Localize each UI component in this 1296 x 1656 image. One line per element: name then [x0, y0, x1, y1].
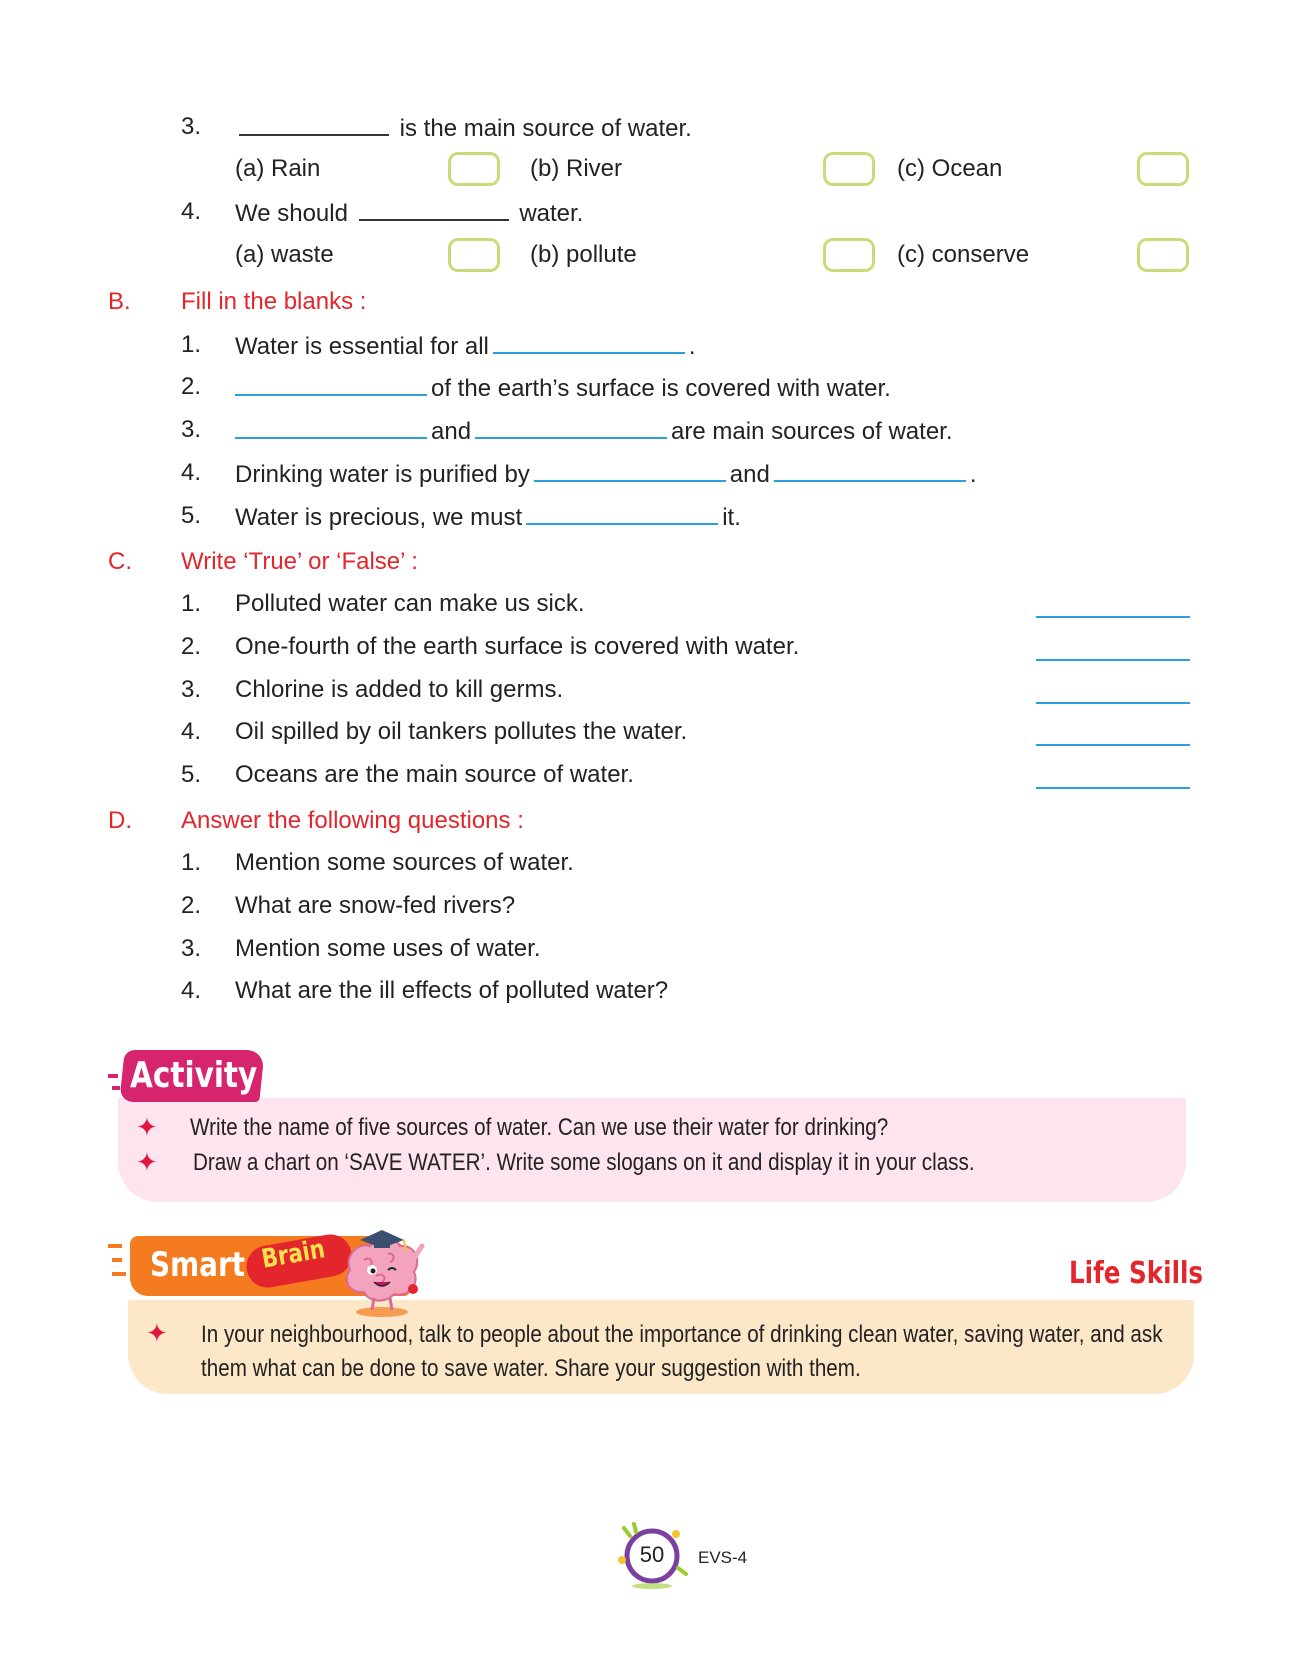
- answer-blank[interactable]: [1036, 637, 1190, 661]
- activity-dash: [108, 1074, 118, 1078]
- option-checkbox[interactable]: [1137, 152, 1189, 186]
- option-checkbox[interactable]: [448, 152, 500, 186]
- answer-blank[interactable]: [1036, 680, 1190, 704]
- item-number: 1.: [181, 849, 202, 876]
- item-number: 2.: [181, 892, 202, 919]
- item-number: 3.: [181, 113, 202, 140]
- question-text: [235, 112, 692, 144]
- item-number: 4.: [181, 459, 202, 486]
- item-number: 5.: [181, 761, 202, 788]
- answer-blank[interactable]: [1036, 765, 1190, 789]
- book-code: EVS-4: [698, 1548, 748, 1567]
- item-text: of the earth’s surface is covered with water.: [431, 375, 891, 402]
- section-letter-b: B.: [108, 288, 131, 315]
- answer-blank[interactable]: [534, 458, 726, 482]
- item-text: One-fourth of the earth surface is covered with water.: [235, 633, 800, 660]
- answer-blank[interactable]: [1036, 722, 1190, 746]
- item-text: and: [431, 418, 472, 445]
- item-text: Oceans are the main source of water.: [235, 761, 634, 788]
- option-text: (c) Ocean: [897, 155, 1003, 182]
- option-text: (c) conserve: [897, 241, 1030, 268]
- smart-heading: Smart: [150, 1245, 246, 1285]
- star-bullet-icon: ✦: [136, 1147, 158, 1177]
- item-number: 3.: [181, 676, 202, 703]
- answer-blank[interactable]: [526, 501, 718, 525]
- answer-blank[interactable]: [475, 415, 667, 439]
- smart-dash: [108, 1244, 122, 1248]
- activity-bullet: Write the name of five sources of water. Can we use their water for drinking?: [190, 1114, 889, 1141]
- item-text: Drinking water is purified by: [235, 461, 530, 488]
- page-number: 50: [639, 1542, 665, 1567]
- answer-blank[interactable]: [774, 458, 966, 482]
- option-text: (a) waste: [235, 241, 334, 268]
- section-title-d: Answer the following questions :: [181, 807, 524, 834]
- life-skills-text-line: In your neighbourhood, talk to people about the importance of drinking clean water, saving water, and ask: [201, 1321, 1163, 1348]
- option-checkbox[interactable]: [448, 238, 500, 272]
- option-checkbox[interactable]: [823, 152, 875, 186]
- item-number: 4.: [181, 198, 202, 225]
- answer-blank[interactable]: [1036, 594, 1190, 618]
- option-text: (a) Rain: [235, 155, 321, 182]
- item-text: .: [688, 333, 696, 360]
- item-text: Polluted water can make us sick.: [235, 590, 585, 617]
- brain-heading: Brain: [259, 1234, 328, 1275]
- answer-blank[interactable]: [493, 330, 685, 354]
- star-bullet-icon: ✦: [146, 1318, 168, 1348]
- item-number: 4.: [181, 977, 202, 1004]
- item-text: it.: [722, 504, 741, 531]
- option-checkbox[interactable]: [823, 238, 875, 272]
- item-text: are main sources of water.: [671, 418, 953, 445]
- section-letter-c: C.: [108, 548, 132, 575]
- answer-blank[interactable]: [239, 112, 389, 136]
- item-number: 2.: [181, 633, 202, 660]
- activity-heading: Activity: [130, 1055, 258, 1096]
- option-checkbox[interactable]: [1137, 238, 1189, 272]
- activity-bullet: Draw a chart on ‘SAVE WATER’. Write some slogans on it and display it in your class.: [193, 1149, 975, 1176]
- question-text: [235, 197, 583, 229]
- question-tail: water.: [519, 200, 584, 227]
- life-skills-heading: Life Skills: [1069, 1256, 1204, 1291]
- item-text: .: [969, 461, 977, 488]
- item-text: and: [729, 461, 770, 488]
- item-text: Water is essential for all: [235, 333, 489, 360]
- item-number: 2.: [181, 373, 202, 400]
- question-tail: is the main source of water.: [399, 115, 692, 142]
- smart-dash: [112, 1258, 122, 1262]
- brain-mascot-icon: [330, 1220, 430, 1320]
- section-letter-d: D.: [108, 807, 132, 834]
- item-text: Oil spilled by oil tankers pollutes the water.: [235, 718, 688, 745]
- smart-dash: [112, 1272, 126, 1276]
- answer-blank[interactable]: [235, 372, 427, 396]
- red-dot: [408, 1284, 418, 1294]
- section-title-b: Fill in the blanks :: [181, 288, 367, 315]
- item-number: 1.: [181, 590, 202, 617]
- option-text: (b) River: [530, 155, 623, 182]
- item-text: Water is precious, we must: [235, 504, 523, 531]
- item-number: 4.: [181, 718, 202, 745]
- answer-blank[interactable]: [359, 197, 509, 221]
- item-number: 3.: [181, 416, 202, 443]
- item-text: What are the ill effects of polluted water?: [235, 977, 669, 1004]
- item-text: Mention some uses of water.: [235, 935, 541, 962]
- answer-blank[interactable]: [235, 415, 427, 439]
- item-text: Chlorine is added to kill germs.: [235, 676, 564, 703]
- star-bullet-icon: ✦: [136, 1112, 158, 1142]
- item-number: 3.: [181, 935, 202, 962]
- question-head: We should: [235, 200, 348, 227]
- item-number: 5.: [181, 502, 202, 529]
- option-text: (b) pollute: [530, 241, 637, 268]
- section-title-c: Write ‘True’ or ‘False’ :: [181, 548, 418, 575]
- life-skills-text-line: them what can be done to save water. Share your suggestion with them.: [201, 1355, 861, 1382]
- item-number: 1.: [181, 331, 202, 358]
- item-text: Mention some sources of water.: [235, 849, 574, 876]
- item-text: What are snow-fed rivers?: [235, 892, 516, 919]
- activity-dash: [112, 1086, 120, 1090]
